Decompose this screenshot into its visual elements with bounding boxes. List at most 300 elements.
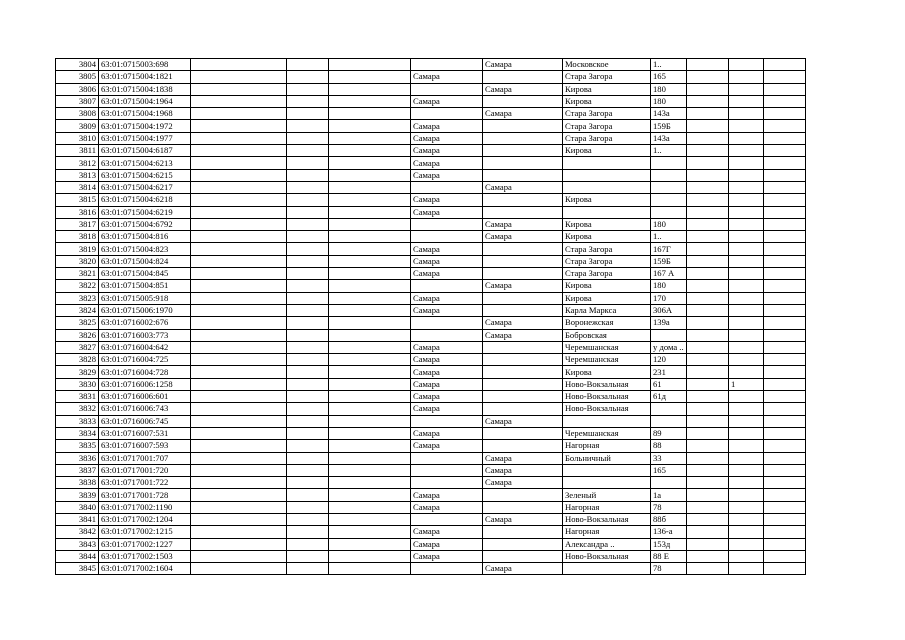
empty-cell[interactable] xyxy=(687,477,729,489)
street-cell[interactable]: Кирова xyxy=(563,145,651,157)
street-cell[interactable]: Ново-Вокзальная xyxy=(563,513,651,525)
empty-cell[interactable] xyxy=(329,366,411,378)
empty-cell[interactable] xyxy=(287,427,329,439)
empty-cell[interactable] xyxy=(687,243,729,255)
street-cell[interactable]: Кирова xyxy=(563,218,651,230)
city-cell[interactable] xyxy=(411,513,483,525)
empty-cell[interactable] xyxy=(191,255,287,267)
flag-cell[interactable] xyxy=(729,526,764,538)
street-cell[interactable]: Стара Загора xyxy=(563,255,651,267)
cadastral-number-cell[interactable]: 63:01:0717001:720 xyxy=(99,464,191,476)
empty-cell[interactable] xyxy=(191,391,287,403)
flag-cell[interactable] xyxy=(729,71,764,83)
house-number-cell[interactable]: 1а xyxy=(651,489,687,501)
empty-cell[interactable] xyxy=(329,452,411,464)
flag-cell[interactable] xyxy=(729,563,764,575)
flag-cell[interactable] xyxy=(729,59,764,71)
house-number-cell[interactable]: 143а xyxy=(651,108,687,120)
house-number-cell[interactable]: 88б xyxy=(651,513,687,525)
row-number-cell[interactable]: 3812 xyxy=(56,157,99,169)
city-cell[interactable]: Самара xyxy=(411,526,483,538)
cadastral-number-cell[interactable]: 63:01:0715004:823 xyxy=(99,243,191,255)
empty-cell[interactable] xyxy=(191,317,287,329)
empty-cell[interactable] xyxy=(329,120,411,132)
city-cell-alt[interactable]: Самара xyxy=(483,513,563,525)
row-number-cell[interactable]: 3805 xyxy=(56,71,99,83)
cadastral-number-cell[interactable]: 63:01:0716007:531 xyxy=(99,427,191,439)
empty-cell[interactable] xyxy=(687,391,729,403)
city-cell-alt[interactable] xyxy=(483,71,563,83)
city-cell-alt[interactable]: Самара xyxy=(483,59,563,71)
cadastral-number-cell[interactable]: 63:01:0715004:824 xyxy=(99,255,191,267)
empty-cell[interactable] xyxy=(287,526,329,538)
empty-cell[interactable] xyxy=(764,513,806,525)
empty-cell[interactable] xyxy=(764,477,806,489)
city-cell-alt[interactable] xyxy=(483,268,563,280)
empty-cell[interactable] xyxy=(191,464,287,476)
empty-cell[interactable] xyxy=(687,329,729,341)
city-cell[interactable]: Самара xyxy=(411,501,483,513)
cadastral-number-cell[interactable]: 63:01:0715004:6219 xyxy=(99,206,191,218)
empty-cell[interactable] xyxy=(329,194,411,206)
street-cell[interactable]: Московское xyxy=(563,59,651,71)
street-cell[interactable] xyxy=(563,206,651,218)
house-number-cell[interactable]: 120 xyxy=(651,354,687,366)
house-number-cell[interactable]: 165 xyxy=(651,464,687,476)
empty-cell[interactable] xyxy=(287,292,329,304)
empty-cell[interactable] xyxy=(764,132,806,144)
empty-cell[interactable] xyxy=(329,132,411,144)
empty-cell[interactable] xyxy=(191,403,287,415)
city-cell[interactable]: Самара xyxy=(411,169,483,181)
city-cell[interactable]: Самара xyxy=(411,268,483,280)
city-cell[interactable]: Самара xyxy=(411,550,483,562)
cadastral-number-cell[interactable]: 63:01:0716002:676 xyxy=(99,317,191,329)
house-number-cell[interactable] xyxy=(651,329,687,341)
house-number-cell[interactable] xyxy=(651,206,687,218)
street-cell[interactable]: Ново-Вокзальная xyxy=(563,378,651,390)
empty-cell[interactable] xyxy=(287,391,329,403)
street-cell[interactable]: Ново-Вокзальная xyxy=(563,391,651,403)
street-cell[interactable] xyxy=(563,464,651,476)
city-cell-alt[interactable] xyxy=(483,538,563,550)
empty-cell[interactable] xyxy=(687,181,729,193)
empty-cell[interactable] xyxy=(764,95,806,107)
row-number-cell[interactable]: 3822 xyxy=(56,280,99,292)
city-cell-alt[interactable]: Самара xyxy=(483,317,563,329)
street-cell[interactable] xyxy=(563,477,651,489)
empty-cell[interactable] xyxy=(329,415,411,427)
empty-cell[interactable] xyxy=(191,304,287,316)
street-cell[interactable] xyxy=(563,169,651,181)
city-cell[interactable]: Самара xyxy=(411,403,483,415)
empty-cell[interactable] xyxy=(764,268,806,280)
empty-cell[interactable] xyxy=(764,317,806,329)
street-cell[interactable]: Больничный xyxy=(563,452,651,464)
cadastral-number-cell[interactable]: 63:01:0715004:6213 xyxy=(99,157,191,169)
empty-cell[interactable] xyxy=(687,120,729,132)
empty-cell[interactable] xyxy=(687,526,729,538)
empty-cell[interactable] xyxy=(764,194,806,206)
house-number-cell[interactable]: 153д xyxy=(651,538,687,550)
house-number-cell[interactable] xyxy=(651,415,687,427)
row-number-cell[interactable]: 3840 xyxy=(56,501,99,513)
empty-cell[interactable] xyxy=(329,317,411,329)
empty-cell[interactable] xyxy=(329,550,411,562)
house-number-cell[interactable] xyxy=(651,477,687,489)
cadastral-number-cell[interactable]: 63:01:0715006:1970 xyxy=(99,304,191,316)
empty-cell[interactable] xyxy=(764,440,806,452)
cadastral-number-cell[interactable]: 63:01:0716007:593 xyxy=(99,440,191,452)
row-number-cell[interactable]: 3834 xyxy=(56,427,99,439)
empty-cell[interactable] xyxy=(687,206,729,218)
cadastral-number-cell[interactable]: 63:01:0715004:816 xyxy=(99,231,191,243)
empty-cell[interactable] xyxy=(287,354,329,366)
city-cell-alt[interactable] xyxy=(483,95,563,107)
empty-cell[interactable] xyxy=(287,255,329,267)
city-cell[interactable] xyxy=(411,59,483,71)
empty-cell[interactable] xyxy=(191,218,287,230)
empty-cell[interactable] xyxy=(687,452,729,464)
house-number-cell[interactable]: 61 xyxy=(651,378,687,390)
empty-cell[interactable] xyxy=(287,194,329,206)
flag-cell[interactable] xyxy=(729,513,764,525)
flag-cell[interactable] xyxy=(729,452,764,464)
cadastral-number-cell[interactable]: 63:01:0715004:6217 xyxy=(99,181,191,193)
empty-cell[interactable] xyxy=(687,145,729,157)
row-number-cell[interactable]: 3830 xyxy=(56,378,99,390)
empty-cell[interactable] xyxy=(687,71,729,83)
house-number-cell[interactable] xyxy=(651,403,687,415)
empty-cell[interactable] xyxy=(287,477,329,489)
cadastral-number-cell[interactable]: 63:01:0715004:1968 xyxy=(99,108,191,120)
empty-cell[interactable] xyxy=(687,378,729,390)
city-cell-alt[interactable]: Самара xyxy=(483,83,563,95)
empty-cell[interactable] xyxy=(329,280,411,292)
street-cell[interactable]: Стара Загора xyxy=(563,243,651,255)
empty-cell[interactable] xyxy=(191,169,287,181)
empty-cell[interactable] xyxy=(764,391,806,403)
city-cell-alt[interactable] xyxy=(483,427,563,439)
empty-cell[interactable] xyxy=(329,378,411,390)
row-number-cell[interactable]: 3841 xyxy=(56,513,99,525)
flag-cell[interactable] xyxy=(729,181,764,193)
empty-cell[interactable] xyxy=(287,145,329,157)
house-number-cell[interactable]: 180 xyxy=(651,95,687,107)
empty-cell[interactable] xyxy=(764,304,806,316)
house-number-cell[interactable]: 180 xyxy=(651,280,687,292)
street-cell[interactable]: Ново-Вокзальная xyxy=(563,403,651,415)
city-cell[interactable]: Самара xyxy=(411,255,483,267)
city-cell[interactable] xyxy=(411,477,483,489)
empty-cell[interactable] xyxy=(191,550,287,562)
empty-cell[interactable] xyxy=(687,403,729,415)
city-cell-alt[interactable]: Самара xyxy=(483,415,563,427)
cadastral-number-cell[interactable]: 63:01:0715004:6187 xyxy=(99,145,191,157)
empty-cell[interactable] xyxy=(764,157,806,169)
empty-cell[interactable] xyxy=(287,378,329,390)
house-number-cell[interactable]: 88 xyxy=(651,440,687,452)
street-cell[interactable] xyxy=(563,157,651,169)
city-cell[interactable]: Самара xyxy=(411,378,483,390)
flag-cell[interactable] xyxy=(729,501,764,513)
row-number-cell[interactable]: 3806 xyxy=(56,83,99,95)
empty-cell[interactable] xyxy=(687,341,729,353)
empty-cell[interactable] xyxy=(764,231,806,243)
empty-cell[interactable] xyxy=(764,427,806,439)
row-number-cell[interactable]: 3817 xyxy=(56,218,99,230)
flag-cell[interactable] xyxy=(729,329,764,341)
cadastral-number-cell[interactable]: 63:01:0715004:845 xyxy=(99,268,191,280)
flag-cell[interactable] xyxy=(729,95,764,107)
empty-cell[interactable] xyxy=(687,415,729,427)
street-cell[interactable]: Карла Маркса xyxy=(563,304,651,316)
cadastral-number-cell[interactable]: 63:01:0716006:743 xyxy=(99,403,191,415)
city-cell-alt[interactable] xyxy=(483,526,563,538)
empty-cell[interactable] xyxy=(687,157,729,169)
house-number-cell[interactable]: 159Б xyxy=(651,255,687,267)
street-cell[interactable]: Ново-Вокзальная xyxy=(563,550,651,562)
house-number-cell[interactable]: 33 xyxy=(651,452,687,464)
row-number-cell[interactable]: 3832 xyxy=(56,403,99,415)
empty-cell[interactable] xyxy=(687,440,729,452)
house-number-cell[interactable]: 306А xyxy=(651,304,687,316)
city-cell-alt[interactable]: Самара xyxy=(483,181,563,193)
row-number-cell[interactable]: 3827 xyxy=(56,341,99,353)
empty-cell[interactable] xyxy=(191,132,287,144)
row-number-cell[interactable]: 3844 xyxy=(56,550,99,562)
city-cell-alt[interactable] xyxy=(483,132,563,144)
city-cell-alt[interactable] xyxy=(483,145,563,157)
cadastral-number-cell[interactable]: 63:01:0717002:1190 xyxy=(99,501,191,513)
empty-cell[interactable] xyxy=(329,513,411,525)
empty-cell[interactable] xyxy=(329,304,411,316)
empty-cell[interactable] xyxy=(764,243,806,255)
flag-cell[interactable] xyxy=(729,366,764,378)
city-cell-alt[interactable] xyxy=(483,550,563,562)
street-cell[interactable]: Кирова xyxy=(563,95,651,107)
city-cell[interactable] xyxy=(411,317,483,329)
empty-cell[interactable] xyxy=(687,304,729,316)
city-cell-alt[interactable]: Самара xyxy=(483,563,563,575)
flag-cell[interactable] xyxy=(729,538,764,550)
row-number-cell[interactable]: 3833 xyxy=(56,415,99,427)
empty-cell[interactable] xyxy=(191,59,287,71)
city-cell[interactable] xyxy=(411,563,483,575)
city-cell[interactable]: Самара xyxy=(411,354,483,366)
city-cell[interactable] xyxy=(411,108,483,120)
empty-cell[interactable] xyxy=(191,354,287,366)
house-number-cell[interactable]: 167 А xyxy=(651,268,687,280)
flag-cell[interactable] xyxy=(729,120,764,132)
flag-cell[interactable] xyxy=(729,317,764,329)
row-number-cell[interactable]: 3811 xyxy=(56,145,99,157)
street-cell[interactable] xyxy=(563,563,651,575)
street-cell[interactable]: Кирова xyxy=(563,194,651,206)
house-number-cell[interactable]: 139а xyxy=(651,317,687,329)
empty-cell[interactable] xyxy=(687,366,729,378)
cadastral-number-cell[interactable]: 63:01:0717002:1215 xyxy=(99,526,191,538)
row-number-cell[interactable]: 3842 xyxy=(56,526,99,538)
empty-cell[interactable] xyxy=(687,513,729,525)
empty-cell[interactable] xyxy=(329,526,411,538)
city-cell[interactable]: Самара xyxy=(411,132,483,144)
empty-cell[interactable] xyxy=(191,83,287,95)
cadastral-number-cell[interactable]: 63:01:0715004:1977 xyxy=(99,132,191,144)
street-cell[interactable]: Кирова xyxy=(563,292,651,304)
city-cell[interactable] xyxy=(411,231,483,243)
city-cell-alt[interactable] xyxy=(483,391,563,403)
empty-cell[interactable] xyxy=(287,243,329,255)
city-cell-alt[interactable]: Самара xyxy=(483,452,563,464)
flag-cell[interactable] xyxy=(729,194,764,206)
empty-cell[interactable] xyxy=(764,501,806,513)
empty-cell[interactable] xyxy=(329,206,411,218)
cadastral-number-cell[interactable]: 63:01:0715004:1821 xyxy=(99,71,191,83)
empty-cell[interactable] xyxy=(287,538,329,550)
empty-cell[interactable] xyxy=(191,268,287,280)
empty-cell[interactable] xyxy=(687,280,729,292)
empty-cell[interactable] xyxy=(329,391,411,403)
city-cell[interactable]: Самара xyxy=(411,71,483,83)
flag-cell[interactable] xyxy=(729,268,764,280)
empty-cell[interactable] xyxy=(764,218,806,230)
house-number-cell[interactable]: у дома .. xyxy=(651,341,687,353)
row-number-cell[interactable]: 3823 xyxy=(56,292,99,304)
cadastral-number-cell[interactable]: 63:01:0716003:773 xyxy=(99,329,191,341)
flag-cell[interactable] xyxy=(729,464,764,476)
row-number-cell[interactable]: 3836 xyxy=(56,452,99,464)
house-number-cell[interactable]: 61д xyxy=(651,391,687,403)
empty-cell[interactable] xyxy=(191,329,287,341)
empty-cell[interactable] xyxy=(287,489,329,501)
house-number-cell[interactable] xyxy=(651,157,687,169)
empty-cell[interactable] xyxy=(287,95,329,107)
city-cell[interactable] xyxy=(411,464,483,476)
empty-cell[interactable] xyxy=(287,157,329,169)
house-number-cell[interactable]: 89 xyxy=(651,427,687,439)
empty-cell[interactable] xyxy=(287,304,329,316)
empty-cell[interactable] xyxy=(687,59,729,71)
empty-cell[interactable] xyxy=(329,169,411,181)
empty-cell[interactable] xyxy=(687,501,729,513)
empty-cell[interactable] xyxy=(687,194,729,206)
empty-cell[interactable] xyxy=(329,145,411,157)
empty-cell[interactable] xyxy=(287,513,329,525)
street-cell[interactable]: Бобровская xyxy=(563,329,651,341)
empty-cell[interactable] xyxy=(764,563,806,575)
city-cell[interactable]: Самара xyxy=(411,538,483,550)
empty-cell[interactable] xyxy=(191,366,287,378)
flag-cell[interactable] xyxy=(729,108,764,120)
cadastral-number-cell[interactable]: 63:01:0717002:1227 xyxy=(99,538,191,550)
empty-cell[interactable] xyxy=(329,268,411,280)
row-number-cell[interactable]: 3816 xyxy=(56,206,99,218)
row-number-cell[interactable]: 3845 xyxy=(56,563,99,575)
flag-cell[interactable] xyxy=(729,292,764,304)
empty-cell[interactable] xyxy=(687,550,729,562)
house-number-cell[interactable]: 165 xyxy=(651,71,687,83)
cadastral-number-cell[interactable]: 63:01:0716006:745 xyxy=(99,415,191,427)
empty-cell[interactable] xyxy=(287,550,329,562)
empty-cell[interactable] xyxy=(329,243,411,255)
city-cell[interactable] xyxy=(411,280,483,292)
empty-cell[interactable] xyxy=(287,403,329,415)
empty-cell[interactable] xyxy=(287,329,329,341)
flag-cell[interactable] xyxy=(729,415,764,427)
city-cell-alt[interactable] xyxy=(483,255,563,267)
empty-cell[interactable] xyxy=(687,108,729,120)
city-cell-alt[interactable]: Самара xyxy=(483,218,563,230)
house-number-cell[interactable]: 159Б xyxy=(651,120,687,132)
empty-cell[interactable] xyxy=(191,489,287,501)
empty-cell[interactable] xyxy=(764,378,806,390)
empty-cell[interactable] xyxy=(764,120,806,132)
empty-cell[interactable] xyxy=(287,108,329,120)
empty-cell[interactable] xyxy=(287,341,329,353)
empty-cell[interactable] xyxy=(191,181,287,193)
empty-cell[interactable] xyxy=(687,83,729,95)
flag-cell[interactable] xyxy=(729,304,764,316)
empty-cell[interactable] xyxy=(287,464,329,476)
house-number-cell[interactable]: 143а xyxy=(651,132,687,144)
empty-cell[interactable] xyxy=(329,218,411,230)
empty-cell[interactable] xyxy=(329,95,411,107)
city-cell-alt[interactable]: Самара xyxy=(483,280,563,292)
street-cell[interactable]: Стара Загора xyxy=(563,268,651,280)
flag-cell[interactable] xyxy=(729,354,764,366)
empty-cell[interactable] xyxy=(287,83,329,95)
row-number-cell[interactable]: 3809 xyxy=(56,120,99,132)
house-number-cell[interactable]: 78 xyxy=(651,563,687,575)
empty-cell[interactable] xyxy=(329,59,411,71)
house-number-cell[interactable] xyxy=(651,169,687,181)
flag-cell[interactable] xyxy=(729,145,764,157)
cadastral-number-cell[interactable]: 63:01:0715004:6218 xyxy=(99,194,191,206)
cadastral-number-cell[interactable]: 63:01:0715004:1964 xyxy=(99,95,191,107)
empty-cell[interactable] xyxy=(329,341,411,353)
city-cell[interactable]: Самара xyxy=(411,206,483,218)
empty-cell[interactable] xyxy=(329,292,411,304)
city-cell-alt[interactable]: Самара xyxy=(483,108,563,120)
house-number-cell[interactable] xyxy=(651,194,687,206)
house-number-cell[interactable]: 231 xyxy=(651,366,687,378)
street-cell[interactable]: Нагорная xyxy=(563,526,651,538)
street-cell[interactable]: Кирова xyxy=(563,83,651,95)
row-number-cell[interactable]: 3815 xyxy=(56,194,99,206)
cadastral-number-cell[interactable]: 63:01:0715004:6792 xyxy=(99,218,191,230)
flag-cell[interactable] xyxy=(729,83,764,95)
empty-cell[interactable] xyxy=(191,292,287,304)
empty-cell[interactable] xyxy=(329,329,411,341)
city-cell[interactable]: Самара xyxy=(411,145,483,157)
house-number-cell[interactable]: 1.. xyxy=(651,231,687,243)
street-cell[interactable]: Стара Загора xyxy=(563,71,651,83)
empty-cell[interactable] xyxy=(287,71,329,83)
flag-cell[interactable] xyxy=(729,243,764,255)
flag-cell[interactable] xyxy=(729,255,764,267)
city-cell-alt[interactable] xyxy=(483,501,563,513)
cadastral-number-cell[interactable]: 63:01:0715003:698 xyxy=(99,59,191,71)
row-number-cell[interactable]: 3821 xyxy=(56,268,99,280)
row-number-cell[interactable]: 3804 xyxy=(56,59,99,71)
empty-cell[interactable] xyxy=(191,157,287,169)
empty-cell[interactable] xyxy=(687,563,729,575)
street-cell[interactable]: Стара Загора xyxy=(563,132,651,144)
empty-cell[interactable] xyxy=(287,563,329,575)
city-cell[interactable]: Самара xyxy=(411,440,483,452)
flag-cell[interactable] xyxy=(729,477,764,489)
